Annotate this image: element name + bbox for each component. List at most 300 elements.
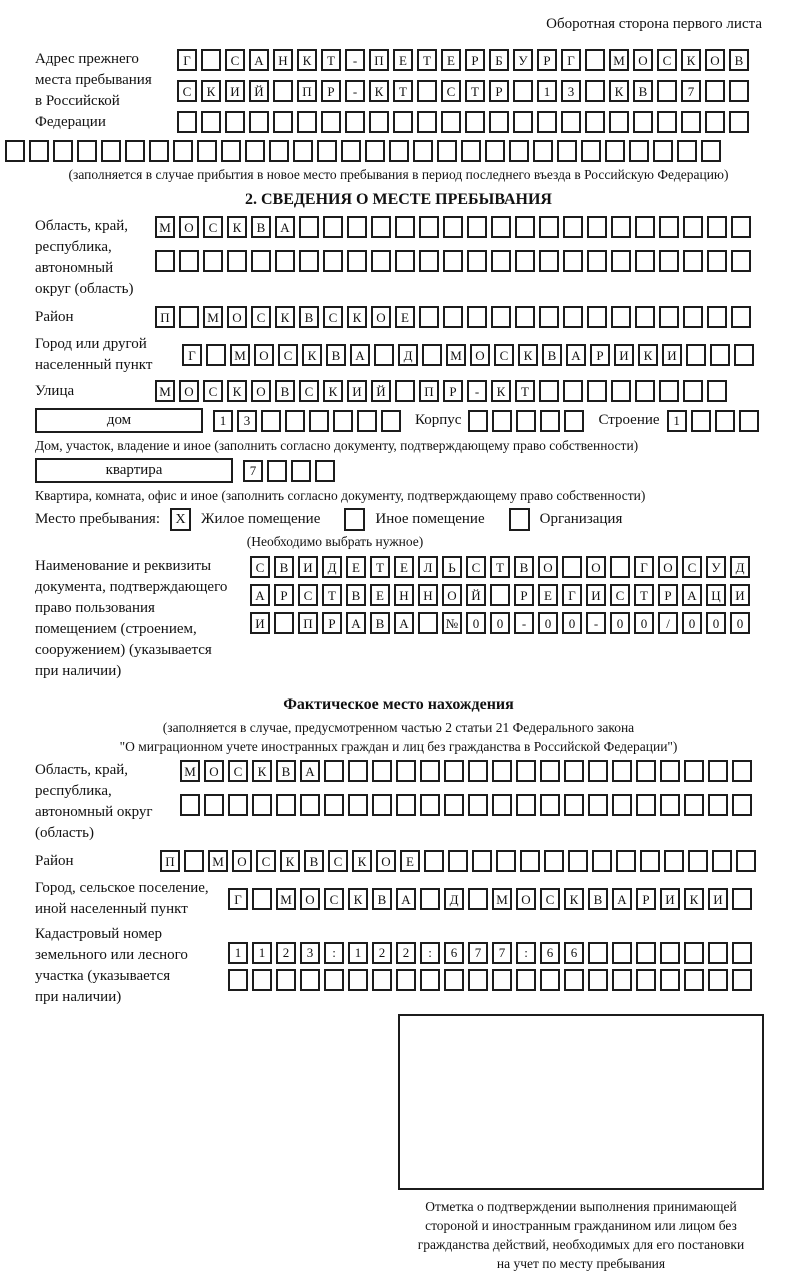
char-cell[interactable] — [564, 410, 584, 432]
char-cell[interactable]: О — [179, 216, 199, 238]
char-cell[interactable] — [705, 111, 725, 133]
char-cell[interactable]: Ь — [442, 556, 462, 578]
char-cell[interactable] — [557, 140, 577, 162]
char-cell[interactable]: Й — [371, 380, 391, 402]
char-cell[interactable]: № — [442, 612, 462, 634]
char-cell[interactable]: Е — [346, 556, 366, 578]
char-cell[interactable] — [588, 942, 608, 964]
char-cell[interactable]: С — [540, 888, 560, 910]
char-cell[interactable]: : — [420, 942, 440, 964]
char-cell[interactable] — [659, 380, 679, 402]
char-cell[interactable]: Р — [537, 49, 557, 71]
char-cell[interactable] — [443, 216, 463, 238]
char-cell[interactable] — [520, 850, 540, 872]
char-cell[interactable]: Й — [249, 80, 269, 102]
char-cell[interactable] — [396, 969, 416, 991]
char-cell[interactable] — [739, 410, 759, 432]
char-cell[interactable]: С — [328, 850, 348, 872]
char-cell[interactable] — [684, 969, 704, 991]
char-cell[interactable]: И — [586, 584, 606, 606]
char-cell[interactable] — [515, 306, 535, 328]
char-cell[interactable] — [324, 794, 344, 816]
char-cell[interactable] — [444, 969, 464, 991]
char-cell[interactable] — [155, 250, 175, 272]
char-cell[interactable]: Е — [370, 584, 390, 606]
char-cell[interactable]: Р — [465, 49, 485, 71]
char-cell[interactable] — [441, 111, 461, 133]
char-cell[interactable] — [636, 942, 656, 964]
char-cell[interactable]: П — [160, 850, 180, 872]
char-cell[interactable] — [732, 794, 752, 816]
char-cell[interactable] — [125, 140, 145, 162]
char-cell[interactable]: И — [347, 380, 367, 402]
char-cell[interactable] — [610, 556, 630, 578]
char-cell[interactable] — [587, 250, 607, 272]
char-cell[interactable] — [285, 410, 305, 432]
checkbox-inoe[interactable] — [344, 508, 365, 531]
char-cell[interactable]: В — [372, 888, 392, 910]
char-cell[interactable]: 1 — [667, 410, 687, 432]
char-cell[interactable] — [731, 306, 751, 328]
char-cell[interactable] — [252, 794, 272, 816]
char-cell[interactable] — [300, 969, 320, 991]
char-cell[interactable]: Д — [444, 888, 464, 910]
char-cell[interactable] — [321, 111, 341, 133]
char-cell[interactable]: 0 — [730, 612, 750, 634]
char-cell[interactable] — [564, 794, 584, 816]
char-cell[interactable] — [420, 794, 440, 816]
char-cell[interactable]: Р — [321, 80, 341, 102]
char-cell[interactable]: М — [155, 380, 175, 402]
char-cell[interactable]: - — [514, 612, 534, 634]
char-cell[interactable]: О — [705, 49, 725, 71]
char-cell[interactable]: О — [254, 344, 274, 366]
char-cell[interactable] — [345, 111, 365, 133]
char-cell[interactable]: П — [155, 306, 175, 328]
char-cell[interactable] — [297, 111, 317, 133]
char-cell[interactable] — [683, 306, 703, 328]
char-cell[interactable]: 0 — [634, 612, 654, 634]
char-cell[interactable] — [249, 111, 269, 133]
char-cell[interactable]: Р — [590, 344, 610, 366]
char-cell[interactable] — [581, 140, 601, 162]
char-cell[interactable]: О — [300, 888, 320, 910]
char-cell[interactable]: Е — [395, 306, 415, 328]
char-cell[interactable]: М — [155, 216, 175, 238]
char-cell[interactable]: Т — [393, 80, 413, 102]
char-cell[interactable] — [291, 460, 311, 482]
char-cell[interactable] — [299, 216, 319, 238]
char-cell[interactable] — [357, 410, 377, 432]
char-cell[interactable] — [635, 216, 655, 238]
char-cell[interactable]: Т — [465, 80, 485, 102]
char-cell[interactable]: В — [276, 760, 296, 782]
char-cell[interactable]: 2 — [396, 942, 416, 964]
char-cell[interactable] — [492, 969, 512, 991]
char-cell[interactable]: Й — [466, 584, 486, 606]
char-cell[interactable]: О — [376, 850, 396, 872]
char-cell[interactable] — [585, 80, 605, 102]
char-cell[interactable] — [179, 250, 199, 272]
char-cell[interactable] — [561, 111, 581, 133]
char-cell[interactable]: С — [250, 556, 270, 578]
char-cell[interactable] — [701, 140, 721, 162]
char-cell[interactable] — [348, 760, 368, 782]
char-cell[interactable] — [179, 306, 199, 328]
char-cell[interactable] — [472, 850, 492, 872]
char-cell[interactable] — [348, 794, 368, 816]
char-cell[interactable] — [587, 216, 607, 238]
char-cell[interactable] — [413, 140, 433, 162]
char-cell[interactable] — [53, 140, 73, 162]
char-cell[interactable]: А — [350, 344, 370, 366]
char-cell[interactable] — [201, 111, 221, 133]
char-cell[interactable] — [417, 111, 437, 133]
char-cell[interactable] — [659, 250, 679, 272]
char-cell[interactable] — [467, 306, 487, 328]
char-cell[interactable] — [544, 850, 564, 872]
char-cell[interactable] — [348, 969, 368, 991]
char-cell[interactable]: О — [633, 49, 653, 71]
char-cell[interactable] — [372, 794, 392, 816]
char-cell[interactable] — [588, 794, 608, 816]
char-cell[interactable] — [274, 612, 294, 634]
char-cell[interactable]: А — [612, 888, 632, 910]
char-cell[interactable]: М — [276, 888, 296, 910]
char-cell[interactable]: Н — [394, 584, 414, 606]
char-cell[interactable] — [275, 250, 295, 272]
char-cell[interactable] — [707, 250, 727, 272]
char-cell[interactable] — [533, 140, 553, 162]
char-cell[interactable]: М — [180, 760, 200, 782]
char-cell[interactable]: Т — [322, 584, 342, 606]
char-cell[interactable]: К — [323, 380, 343, 402]
char-cell[interactable] — [513, 111, 533, 133]
char-cell[interactable] — [467, 216, 487, 238]
char-cell[interactable]: К — [252, 760, 272, 782]
char-cell[interactable]: В — [729, 49, 749, 71]
char-cell[interactable] — [315, 460, 335, 482]
char-cell[interactable] — [273, 111, 293, 133]
char-cell[interactable] — [691, 410, 711, 432]
char-cell[interactable] — [419, 250, 439, 272]
char-cell[interactable]: М — [609, 49, 629, 71]
char-cell[interactable] — [276, 794, 296, 816]
char-cell[interactable] — [708, 969, 728, 991]
char-cell[interactable]: 1 — [228, 942, 248, 964]
char-cell[interactable]: Т — [370, 556, 390, 578]
char-cell[interactable]: Е — [394, 556, 414, 578]
char-cell[interactable]: А — [300, 760, 320, 782]
char-cell[interactable]: М — [492, 888, 512, 910]
char-cell[interactable]: С — [203, 380, 223, 402]
char-cell[interactable]: Г — [562, 584, 582, 606]
char-cell[interactable]: О — [204, 760, 224, 782]
char-cell[interactable] — [516, 410, 536, 432]
char-cell[interactable] — [732, 942, 752, 964]
char-cell[interactable] — [516, 969, 536, 991]
char-cell[interactable] — [77, 140, 97, 162]
char-cell[interactable]: С — [441, 80, 461, 102]
char-cell[interactable]: С — [251, 306, 271, 328]
char-cell[interactable] — [29, 140, 49, 162]
char-cell[interactable]: Т — [321, 49, 341, 71]
char-cell[interactable] — [389, 140, 409, 162]
char-cell[interactable]: 0 — [706, 612, 726, 634]
char-cell[interactable]: / — [658, 612, 678, 634]
char-cell[interactable] — [683, 216, 703, 238]
char-cell[interactable] — [684, 760, 704, 782]
char-cell[interactable]: И — [614, 344, 634, 366]
char-cell[interactable]: К — [369, 80, 389, 102]
char-cell[interactable] — [276, 969, 296, 991]
char-cell[interactable]: Т — [634, 584, 654, 606]
char-cell[interactable] — [612, 942, 632, 964]
char-cell[interactable] — [729, 80, 749, 102]
char-cell[interactable] — [568, 850, 588, 872]
char-cell[interactable]: А — [394, 612, 414, 634]
char-cell[interactable] — [372, 760, 392, 782]
char-cell[interactable] — [443, 250, 463, 272]
char-cell[interactable] — [381, 410, 401, 432]
char-cell[interactable]: С — [256, 850, 276, 872]
char-cell[interactable]: 0 — [538, 612, 558, 634]
char-cell[interactable]: В — [275, 380, 295, 402]
char-cell[interactable]: О — [442, 584, 462, 606]
char-cell[interactable]: Т — [490, 556, 510, 578]
char-cell[interactable] — [422, 344, 442, 366]
char-cell[interactable] — [659, 216, 679, 238]
char-cell[interactable]: Р — [443, 380, 463, 402]
char-cell[interactable] — [227, 250, 247, 272]
char-cell[interactable]: Е — [393, 49, 413, 71]
char-cell[interactable] — [374, 344, 394, 366]
char-cell[interactable]: О — [516, 888, 536, 910]
char-cell[interactable] — [347, 250, 367, 272]
char-cell[interactable] — [444, 760, 464, 782]
char-cell[interactable] — [468, 888, 488, 910]
char-cell[interactable]: С — [225, 49, 245, 71]
char-cell[interactable] — [611, 250, 631, 272]
char-cell[interactable] — [371, 216, 391, 238]
apartment-type-box[interactable]: квартира — [35, 458, 233, 483]
checkbox-zhiloe[interactable]: X — [170, 508, 191, 531]
char-cell[interactable]: К — [348, 888, 368, 910]
char-cell[interactable] — [492, 760, 512, 782]
char-cell[interactable]: В — [251, 216, 271, 238]
char-cell[interactable]: В — [304, 850, 324, 872]
char-cell[interactable] — [515, 250, 535, 272]
char-cell[interactable] — [684, 794, 704, 816]
char-cell[interactable]: А — [346, 612, 366, 634]
char-cell[interactable] — [708, 942, 728, 964]
char-cell[interactable] — [396, 794, 416, 816]
char-cell[interactable] — [184, 850, 204, 872]
char-cell[interactable] — [490, 584, 510, 606]
char-cell[interactable] — [539, 380, 559, 402]
char-cell[interactable]: С — [324, 888, 344, 910]
char-cell[interactable]: В — [370, 612, 390, 634]
char-cell[interactable]: 7 — [492, 942, 512, 964]
char-cell[interactable]: В — [274, 556, 294, 578]
char-cell[interactable]: В — [299, 306, 319, 328]
char-cell[interactable]: - — [345, 80, 365, 102]
char-cell[interactable] — [324, 760, 344, 782]
char-cell[interactable] — [712, 850, 732, 872]
char-cell[interactable] — [417, 80, 437, 102]
char-cell[interactable]: М — [230, 344, 250, 366]
char-cell[interactable]: 0 — [562, 612, 582, 634]
char-cell[interactable]: И — [660, 888, 680, 910]
char-cell[interactable] — [660, 794, 680, 816]
char-cell[interactable] — [516, 760, 536, 782]
char-cell[interactable]: И — [225, 80, 245, 102]
char-cell[interactable] — [419, 306, 439, 328]
char-cell[interactable] — [540, 794, 560, 816]
char-cell[interactable] — [732, 969, 752, 991]
char-cell[interactable]: К — [227, 380, 247, 402]
char-cell[interactable]: И — [662, 344, 682, 366]
char-cell[interactable]: 6 — [540, 942, 560, 964]
char-cell[interactable] — [324, 969, 344, 991]
char-cell[interactable] — [563, 216, 583, 238]
char-cell[interactable] — [708, 760, 728, 782]
char-cell[interactable] — [587, 380, 607, 402]
char-cell[interactable]: П — [298, 612, 318, 634]
char-cell[interactable]: А — [250, 584, 270, 606]
char-cell[interactable]: - — [345, 49, 365, 71]
char-cell[interactable] — [588, 969, 608, 991]
char-cell[interactable] — [333, 410, 353, 432]
char-cell[interactable] — [708, 794, 728, 816]
char-cell[interactable]: Ц — [706, 584, 726, 606]
char-cell[interactable]: К — [564, 888, 584, 910]
char-cell[interactable] — [715, 410, 735, 432]
char-cell[interactable] — [736, 850, 756, 872]
char-cell[interactable]: А — [396, 888, 416, 910]
char-cell[interactable] — [729, 111, 749, 133]
char-cell[interactable]: О — [658, 556, 678, 578]
char-cell[interactable] — [657, 111, 677, 133]
char-cell[interactable]: 3 — [237, 410, 257, 432]
char-cell[interactable] — [252, 888, 272, 910]
char-cell[interactable] — [707, 306, 727, 328]
char-cell[interactable]: Р — [489, 80, 509, 102]
char-cell[interactable]: С — [657, 49, 677, 71]
char-cell[interactable] — [419, 216, 439, 238]
char-cell[interactable]: К — [491, 380, 511, 402]
char-cell[interactable] — [448, 850, 468, 872]
char-cell[interactable] — [221, 140, 241, 162]
char-cell[interactable]: А — [249, 49, 269, 71]
char-cell[interactable]: И — [298, 556, 318, 578]
char-cell[interactable]: - — [467, 380, 487, 402]
char-cell[interactable] — [734, 344, 754, 366]
char-cell[interactable] — [245, 140, 265, 162]
char-cell[interactable]: 3 — [300, 942, 320, 964]
char-cell[interactable] — [420, 888, 440, 910]
char-cell[interactable]: Г — [177, 49, 197, 71]
char-cell[interactable] — [563, 380, 583, 402]
char-cell[interactable] — [539, 306, 559, 328]
char-cell[interactable] — [611, 380, 631, 402]
char-cell[interactable] — [369, 111, 389, 133]
char-cell[interactable] — [468, 760, 488, 782]
char-cell[interactable] — [609, 111, 629, 133]
char-cell[interactable] — [562, 556, 582, 578]
char-cell[interactable] — [149, 140, 169, 162]
char-cell[interactable]: О — [470, 344, 490, 366]
char-cell[interactable]: В — [514, 556, 534, 578]
char-cell[interactable] — [616, 850, 636, 872]
char-cell[interactable] — [585, 111, 605, 133]
char-cell[interactable] — [273, 80, 293, 102]
char-cell[interactable] — [225, 111, 245, 133]
char-cell[interactable] — [420, 969, 440, 991]
char-cell[interactable] — [101, 140, 121, 162]
char-cell[interactable] — [465, 111, 485, 133]
char-cell[interactable] — [635, 306, 655, 328]
char-cell[interactable]: В — [542, 344, 562, 366]
char-cell[interactable]: 7 — [243, 460, 263, 482]
char-cell[interactable]: С — [228, 760, 248, 782]
char-cell[interactable] — [317, 140, 337, 162]
char-cell[interactable]: К — [275, 306, 295, 328]
char-cell[interactable] — [683, 380, 703, 402]
char-cell[interactable] — [636, 969, 656, 991]
char-cell[interactable]: 3 — [561, 80, 581, 102]
char-cell[interactable] — [491, 250, 511, 272]
char-cell[interactable]: 0 — [490, 612, 510, 634]
char-cell[interactable]: У — [513, 49, 533, 71]
char-cell[interactable]: С — [466, 556, 486, 578]
char-cell[interactable] — [564, 969, 584, 991]
char-cell[interactable]: К — [201, 80, 221, 102]
char-cell[interactable] — [640, 850, 660, 872]
char-cell[interactable]: А — [566, 344, 586, 366]
char-cell[interactable] — [660, 969, 680, 991]
char-cell[interactable] — [686, 344, 706, 366]
char-cell[interactable] — [173, 140, 193, 162]
char-cell[interactable]: Н — [273, 49, 293, 71]
char-cell[interactable]: В — [588, 888, 608, 910]
char-cell[interactable] — [539, 250, 559, 272]
char-cell[interactable] — [420, 760, 440, 782]
char-cell[interactable] — [309, 410, 329, 432]
house-type-box[interactable]: дом — [35, 408, 203, 433]
char-cell[interactable]: К — [347, 306, 367, 328]
char-cell[interactable]: С — [323, 306, 343, 328]
char-cell[interactable]: О — [251, 380, 271, 402]
char-cell[interactable] — [206, 344, 226, 366]
char-cell[interactable] — [485, 140, 505, 162]
char-cell[interactable]: П — [369, 49, 389, 71]
char-cell[interactable] — [629, 140, 649, 162]
char-cell[interactable] — [564, 760, 584, 782]
char-cell[interactable]: О — [586, 556, 606, 578]
char-cell[interactable]: Г — [634, 556, 654, 578]
char-cell[interactable]: Д — [730, 556, 750, 578]
char-cell[interactable]: К — [638, 344, 658, 366]
char-cell[interactable]: С — [177, 80, 197, 102]
char-cell[interactable]: С — [610, 584, 630, 606]
char-cell[interactable] — [396, 760, 416, 782]
char-cell[interactable]: 6 — [444, 942, 464, 964]
char-cell[interactable] — [592, 850, 612, 872]
char-cell[interactable] — [612, 969, 632, 991]
char-cell[interactable]: : — [324, 942, 344, 964]
char-cell[interactable] — [395, 250, 415, 272]
